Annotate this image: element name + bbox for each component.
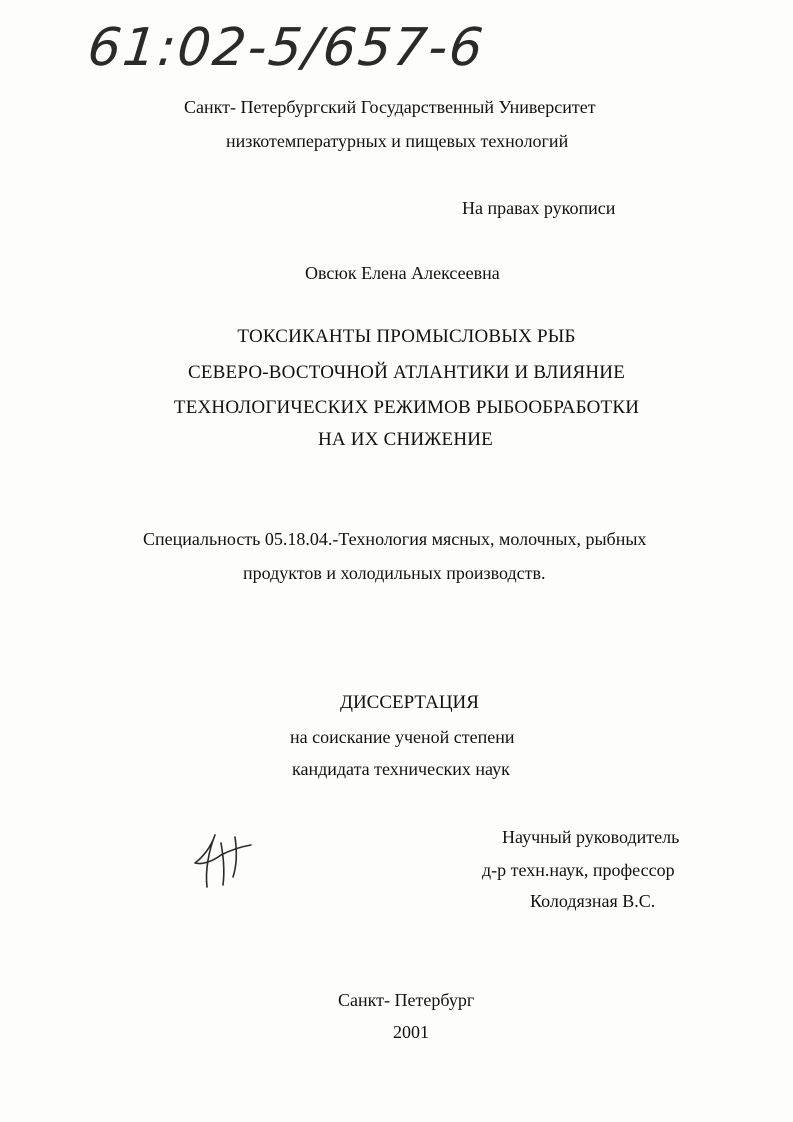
title-line-4: НА ИХ СНИЖЕНИЕ [318, 429, 493, 450]
supervisor-name: Колодязная В.С. [530, 891, 656, 911]
university-name-line-2: низкотемпературных и пищевых технологий [226, 131, 569, 151]
handwritten-archive-number: 61:02-5/657-6 [84, 18, 488, 78]
title-line-3: ТЕХНОЛОГИЧЕСКИХ РЕЖИМОВ РЫБООБРАБОТКИ [173, 397, 640, 418]
degree-line-1: на соискание ученой степени [290, 727, 515, 747]
title-line-2: СЕВЕРО-ВОСТОЧНОЙ АТЛАНТИКИ И ВЛИЯНИЕ [187, 362, 626, 383]
manuscript-note: На правах рукописи [462, 198, 616, 218]
specialty-line-2: продуктов и холодильных производств. [243, 563, 546, 583]
handwritten-signature [185, 825, 260, 895]
year: 2001 [393, 1022, 429, 1042]
degree-line-2: кандидата технических наук [292, 759, 510, 779]
supervisor-role: Научный руководитель [502, 827, 680, 847]
author-name: Овсюк Елена Алексеевна [305, 263, 500, 283]
city: Санкт- Петербург [338, 990, 475, 1010]
title-line-1: ТОКСИКАНТЫ ПРОМЫСЛОВЫХ РЫБ [237, 326, 576, 347]
university-name-line-1: Санкт- Петербургский Государственный Университет [184, 97, 596, 117]
dissertation-heading: ДИССЕРТАЦИЯ [340, 692, 479, 713]
specialty-line-1: Специальность 05.18.04.-Технология мясных, молочных, рыбных [143, 529, 647, 549]
supervisor-degree: д-р техн.наук, профессор [482, 860, 675, 880]
